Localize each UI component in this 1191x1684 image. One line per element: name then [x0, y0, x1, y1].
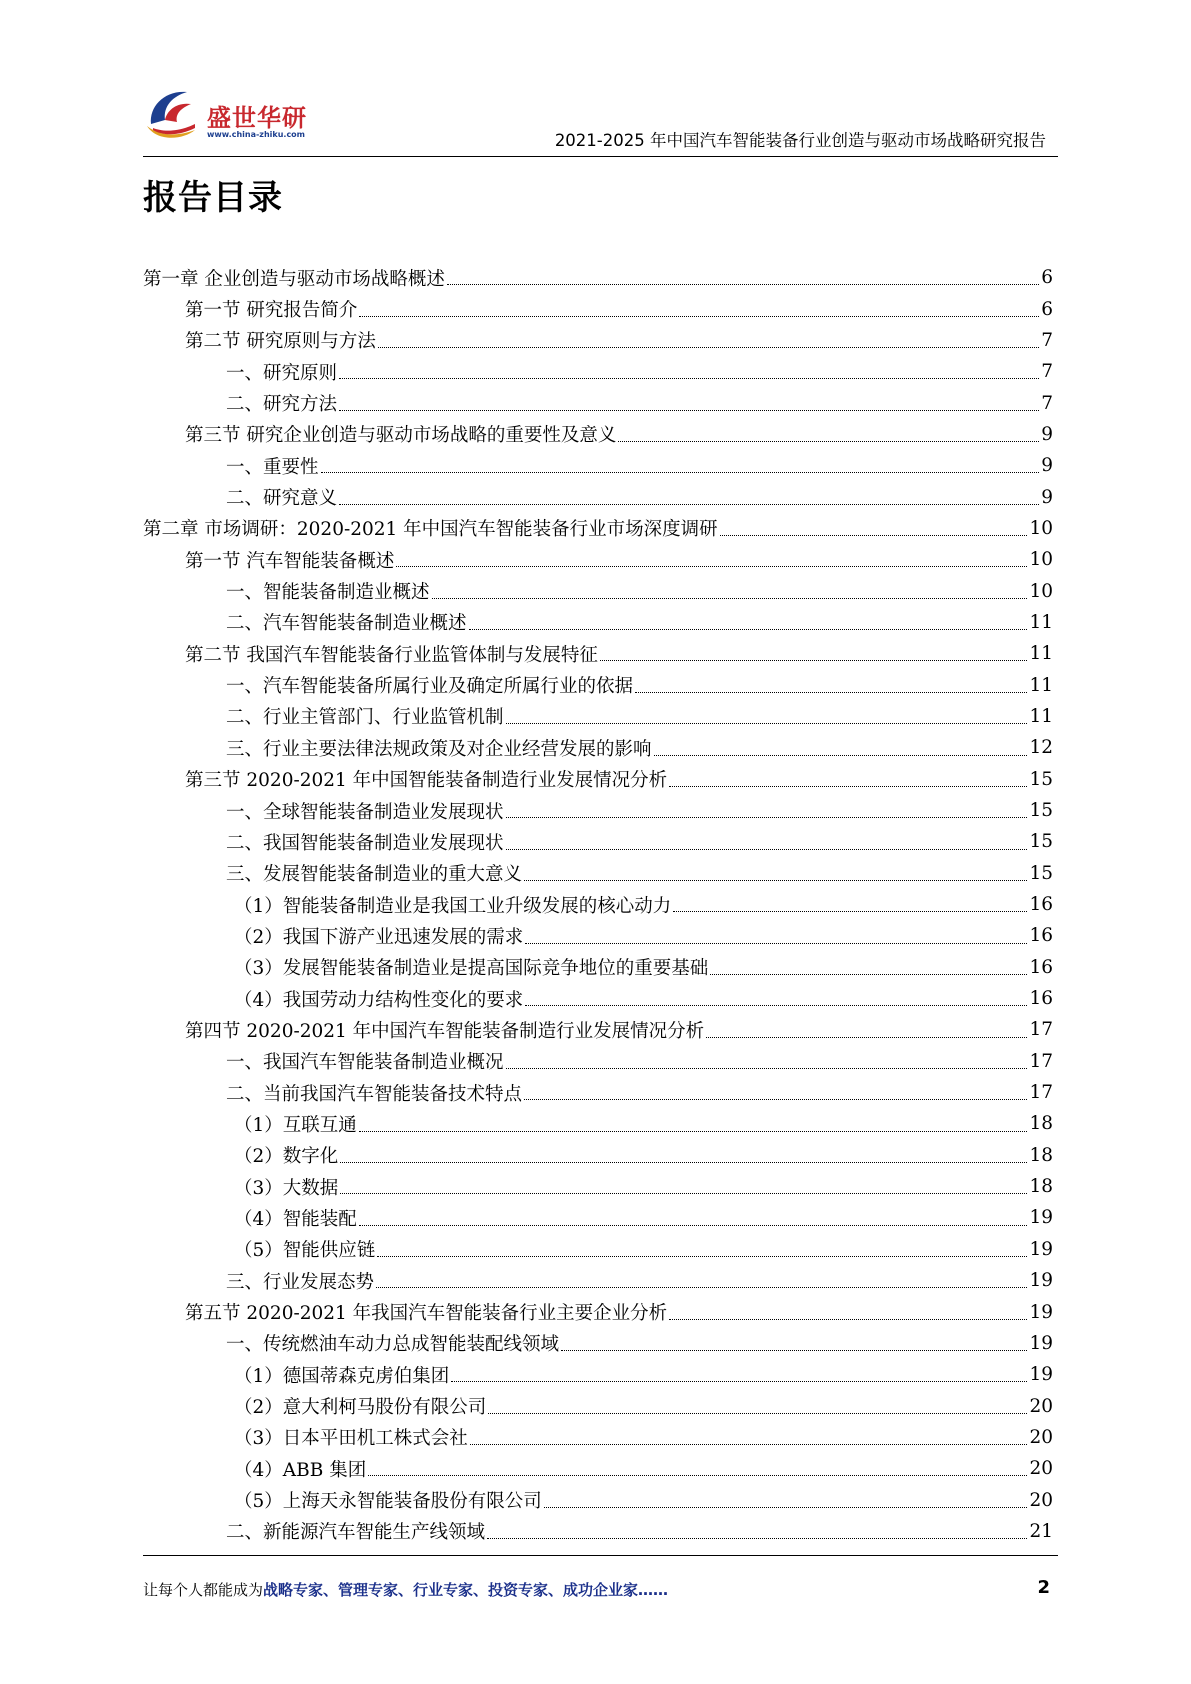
- toc-entry-title: 三、行业主要法律法规政策及对企业经营发展的影响: [226, 738, 652, 760]
- toc-entry[interactable]: [143, 1265, 1053, 1296]
- page-number: 2: [1037, 1577, 1050, 1598]
- page-title: 报告目录: [143, 178, 283, 218]
- page-header: [143, 80, 1058, 158]
- toc-entry-title: 二、研究方法: [226, 394, 338, 416]
- toc-entry[interactable]: [143, 513, 1053, 544]
- toc-entry[interactable]: [143, 293, 1053, 324]
- toc-entry-title: （5）智能供应链: [234, 1240, 376, 1262]
- toc-entry-page: 19: [1029, 1332, 1053, 1354]
- toc-dot-leader: [506, 816, 1028, 818]
- toc-entry-page: 15: [1029, 831, 1053, 853]
- toc-entry-title: 第一章 企业创造与驱动市场战略概述: [143, 268, 445, 290]
- toc-dot-leader: [339, 503, 1039, 505]
- toc-entry[interactable]: [143, 325, 1053, 356]
- table-of-contents: [143, 262, 1053, 1547]
- toc-entry-title: 一、传统燃油车动力总成智能装配线领域: [226, 1334, 560, 1356]
- toc-entry-page: 19: [1029, 1207, 1053, 1229]
- toc-entry-page: 11: [1029, 674, 1053, 696]
- toc-dot-leader: [654, 754, 1028, 756]
- toc-entry-title: 第二节 研究原则与方法: [185, 331, 376, 353]
- toc-entry-title: （2）意大利柯马股份有限公司: [234, 1397, 487, 1419]
- toc-entry-page: 16: [1029, 988, 1053, 1010]
- toc-entry-title: 三、发展智能装备制造业的重大意义: [226, 864, 523, 886]
- toc-entry[interactable]: [143, 1108, 1053, 1139]
- toc-entry-page: 17: [1029, 1082, 1053, 1104]
- toc-entry-title: （3）发展智能装备制造业是提高国际竞争地位的重要基础: [234, 958, 709, 980]
- toc-entry[interactable]: [143, 858, 1053, 889]
- toc-entry[interactable]: [143, 889, 1053, 920]
- slogan-highlight: 战略专家、管理专家、行业专家、投资专家、成功企业家……: [263, 1581, 669, 1599]
- toc-entry-title: 第五节 2020-2021 年我国汽车智能装备行业主要企业分析: [185, 1303, 668, 1325]
- footer-slogan: [143, 1579, 668, 1600]
- toc-entry-page: 17: [1029, 1050, 1053, 1072]
- toc-dot-leader: [561, 1349, 1027, 1351]
- toc-entry-title: 一、汽车智能装备所属行业及确定所属行业的依据: [226, 676, 634, 698]
- toc-entry[interactable]: [143, 669, 1053, 700]
- toc-entry-title: （1）智能装备制造业是我国工业升级发展的核心动力: [234, 895, 672, 917]
- toc-entry[interactable]: [143, 1328, 1053, 1359]
- toc-dot-leader: [669, 1318, 1027, 1320]
- toc-dot-leader: [447, 283, 1039, 285]
- toc-entry-page: 9: [1041, 423, 1053, 445]
- toc-dot-leader: [451, 1380, 1027, 1382]
- toc-entry[interactable]: [143, 1484, 1053, 1515]
- toc-entry[interactable]: [143, 1453, 1053, 1484]
- toc-entry-page: 19: [1029, 1270, 1053, 1292]
- toc-entry-page: 9: [1041, 486, 1053, 508]
- toc-dot-leader: [524, 879, 1027, 881]
- toc-entry-title: （4）ABB 集团: [234, 1459, 367, 1481]
- toc-entry[interactable]: [143, 1296, 1053, 1327]
- toc-entry-title: 第一节 研究报告简介: [185, 300, 358, 322]
- toc-entry-page: 18: [1029, 1113, 1053, 1135]
- toc-dot-leader: [488, 1412, 1027, 1414]
- toc-dot-leader: [506, 1067, 1028, 1069]
- slogan-prefix: 让每个人都能成为: [143, 1581, 264, 1599]
- toc-entry[interactable]: [143, 1171, 1053, 1202]
- toc-entry-page: 20: [1029, 1489, 1053, 1511]
- toc-dot-leader: [469, 628, 1028, 630]
- toc-entry-page: 12: [1029, 737, 1053, 759]
- toc-entry-title: （4）我国劳动力结构性变化的要求: [234, 989, 524, 1011]
- logo-url: www.china-zhiku.com: [207, 130, 306, 139]
- toc-entry[interactable]: [143, 638, 1053, 669]
- toc-entry-page: 6: [1041, 298, 1053, 320]
- toc-entry[interactable]: [143, 1140, 1053, 1171]
- toc-entry[interactable]: [143, 262, 1053, 293]
- toc-entry-title: 二、当前我国汽车智能装备技术特点: [226, 1083, 523, 1105]
- toc-dot-leader: [378, 346, 1039, 348]
- toc-dot-leader: [618, 440, 1039, 442]
- toc-entry[interactable]: [143, 1359, 1053, 1390]
- toc-entry[interactable]: [143, 1234, 1053, 1265]
- toc-entry-page: 15: [1029, 862, 1053, 884]
- toc-entry[interactable]: [143, 419, 1053, 450]
- toc-entry-page: 7: [1041, 361, 1053, 383]
- toc-entry-title: （5）上海天永智能装备股份有限公司: [234, 1491, 542, 1513]
- toc-entry-page: 6: [1041, 267, 1053, 289]
- toc-entry-title: （3）日本平田机工株式会社: [234, 1428, 468, 1450]
- toc-entry-page: 10: [1029, 580, 1053, 602]
- toc-dot-leader: [321, 471, 1040, 473]
- logo-emblem-icon: [143, 84, 205, 142]
- toc-dot-leader: [339, 409, 1039, 411]
- toc-entry-page: 19: [1029, 1238, 1053, 1260]
- toc-dot-leader: [635, 691, 1027, 693]
- toc-dot-leader: [376, 1286, 1027, 1288]
- toc-entry-title: 一、我国汽车智能装备制造业概况: [226, 1052, 504, 1074]
- toc-entry-page: 19: [1029, 1364, 1053, 1386]
- toc-entry[interactable]: [143, 575, 1053, 606]
- toc-entry-title: 第二节 我国汽车智能装备行业监管体制与发展特征: [185, 644, 598, 666]
- header-rule: [143, 156, 1058, 157]
- toc-dot-leader: [506, 848, 1028, 850]
- toc-entry-title: 第三节 研究企业创造与驱动市场战略的重要性及意义: [185, 425, 617, 447]
- toc-dot-leader: [506, 722, 1028, 724]
- toc-entry-page: 16: [1029, 956, 1053, 978]
- page-footer: [143, 1555, 1058, 1615]
- toc-entry-page: 11: [1029, 643, 1053, 665]
- toc-dot-leader: [525, 1004, 1027, 1006]
- toc-entry-title: 二、新能源汽车智能生产线领域: [226, 1522, 486, 1544]
- toc-entry[interactable]: [143, 732, 1053, 763]
- toc-dot-leader: [669, 785, 1027, 787]
- toc-entry[interactable]: [143, 826, 1053, 857]
- toc-entry[interactable]: [143, 1202, 1053, 1233]
- toc-entry[interactable]: [143, 983, 1053, 1014]
- toc-entry-page: 10: [1029, 549, 1053, 571]
- toc-entry-page: 19: [1029, 1301, 1053, 1323]
- toc-entry[interactable]: [143, 450, 1053, 481]
- toc-entry-page: 15: [1029, 768, 1053, 790]
- toc-entry-title: 第二章 市场调研：2020-2021 年中国汽车智能装备行业市场深度调研: [143, 519, 718, 541]
- logo-name: 盛世华研: [207, 104, 307, 132]
- toc-entry[interactable]: [143, 607, 1053, 638]
- toc-entry-title: 一、智能装备制造业概述: [226, 582, 430, 604]
- toc-entry-title: 第一节 汽车智能装备概述: [185, 550, 395, 572]
- toc-entry[interactable]: [143, 795, 1053, 826]
- toc-entry-page: 15: [1029, 800, 1053, 822]
- toc-dot-leader: [673, 910, 1027, 912]
- toc-dot-leader: [710, 973, 1027, 975]
- toc-entry-page: 11: [1029, 611, 1053, 633]
- toc-entry-title: 二、汽车智能装备制造业概述: [226, 613, 467, 635]
- toc-dot-leader: [525, 942, 1027, 944]
- toc-entry-page: 21: [1029, 1520, 1053, 1542]
- toc-entry[interactable]: [143, 1077, 1053, 1108]
- toc-entry[interactable]: [143, 701, 1053, 732]
- toc-dot-leader: [544, 1506, 1028, 1508]
- toc-entry-title: 二、行业主管部门、行业监管机制: [226, 707, 504, 729]
- toc-entry-title: （1）德国蒂森克虏伯集团: [234, 1365, 450, 1387]
- toc-entry-title: （2）我国下游产业迅速发展的需求: [234, 926, 524, 948]
- toc-entry-page: 16: [1029, 925, 1053, 947]
- toc-entry-page: 7: [1041, 392, 1053, 414]
- toc-entry-page: 18: [1029, 1144, 1053, 1166]
- toc-entry[interactable]: [143, 920, 1053, 951]
- toc-entry-page: 20: [1029, 1458, 1053, 1480]
- footer-rule: [143, 1555, 1058, 1556]
- toc-dot-leader: [377, 1255, 1027, 1257]
- toc-entry[interactable]: [143, 1390, 1053, 1421]
- toc-entry[interactable]: [143, 387, 1053, 418]
- toc-dot-leader: [706, 1036, 1027, 1038]
- toc-entry-title: 第四节 2020-2021 年中国汽车智能装备制造行业发展情况分析: [185, 1020, 705, 1042]
- toc-entry-page: 16: [1029, 894, 1053, 916]
- toc-dot-leader: [720, 534, 1028, 536]
- toc-entry-title: 二、研究意义: [226, 488, 338, 510]
- company-logo: [143, 80, 313, 148]
- toc-entry[interactable]: [143, 764, 1053, 795]
- report-title: 2021-2025 年中国汽车智能装备行业创造与驱动市场战略研究报告: [554, 131, 1046, 150]
- toc-entry-title: 一、研究原则: [226, 362, 338, 384]
- toc-dot-leader: [340, 1192, 1027, 1194]
- toc-entry-title: （3）大数据: [234, 1177, 339, 1199]
- toc-dot-leader: [524, 1098, 1027, 1100]
- toc-entry-page: 9: [1041, 455, 1053, 477]
- toc-dot-leader: [432, 597, 1028, 599]
- toc-entry[interactable]: [143, 481, 1053, 512]
- toc-dot-leader: [359, 1130, 1028, 1132]
- toc-dot-leader: [487, 1537, 1027, 1539]
- toc-entry-title: 二、我国智能装备制造业发展现状: [226, 832, 504, 854]
- toc-dot-leader: [359, 315, 1039, 317]
- toc-entry-title: 一、重要性: [226, 456, 319, 478]
- toc-entry-title: 第三节 2020-2021 年中国智能装备制造行业发展情况分析: [185, 770, 668, 792]
- toc-entry-title: （1）互联互通: [234, 1114, 357, 1136]
- toc-entry-page: 17: [1029, 1019, 1053, 1041]
- toc-entry[interactable]: [143, 544, 1053, 575]
- toc-dot-leader: [340, 1161, 1027, 1163]
- toc-entry-page: 7: [1041, 329, 1053, 351]
- toc-entry-page: 18: [1029, 1176, 1053, 1198]
- toc-entry[interactable]: [143, 1014, 1053, 1045]
- toc-entry-page: 11: [1029, 705, 1053, 727]
- toc-entry-title: （4）智能装配: [234, 1208, 357, 1230]
- toc-entry[interactable]: [143, 1516, 1053, 1547]
- toc-dot-leader: [470, 1443, 1028, 1445]
- toc-entry-page: 10: [1029, 517, 1053, 539]
- toc-entry-title: （2）数字化: [234, 1146, 339, 1168]
- toc-dot-leader: [339, 377, 1039, 379]
- toc-entry[interactable]: [143, 356, 1053, 387]
- toc-entry-page: 20: [1029, 1395, 1053, 1417]
- toc-dot-leader: [359, 1224, 1028, 1226]
- toc-dot-leader: [396, 565, 1027, 567]
- toc-entry[interactable]: [143, 952, 1053, 983]
- toc-dot-leader: [368, 1474, 1027, 1476]
- toc-entry-page: 20: [1029, 1426, 1053, 1448]
- toc-entry-title: 三、行业发展态势: [226, 1271, 375, 1293]
- toc-entry[interactable]: [143, 1046, 1053, 1077]
- toc-entry-title: 一、全球智能装备制造业发展现状: [226, 801, 504, 823]
- toc-entry[interactable]: [143, 1422, 1053, 1453]
- toc-dot-leader: [600, 659, 1028, 661]
